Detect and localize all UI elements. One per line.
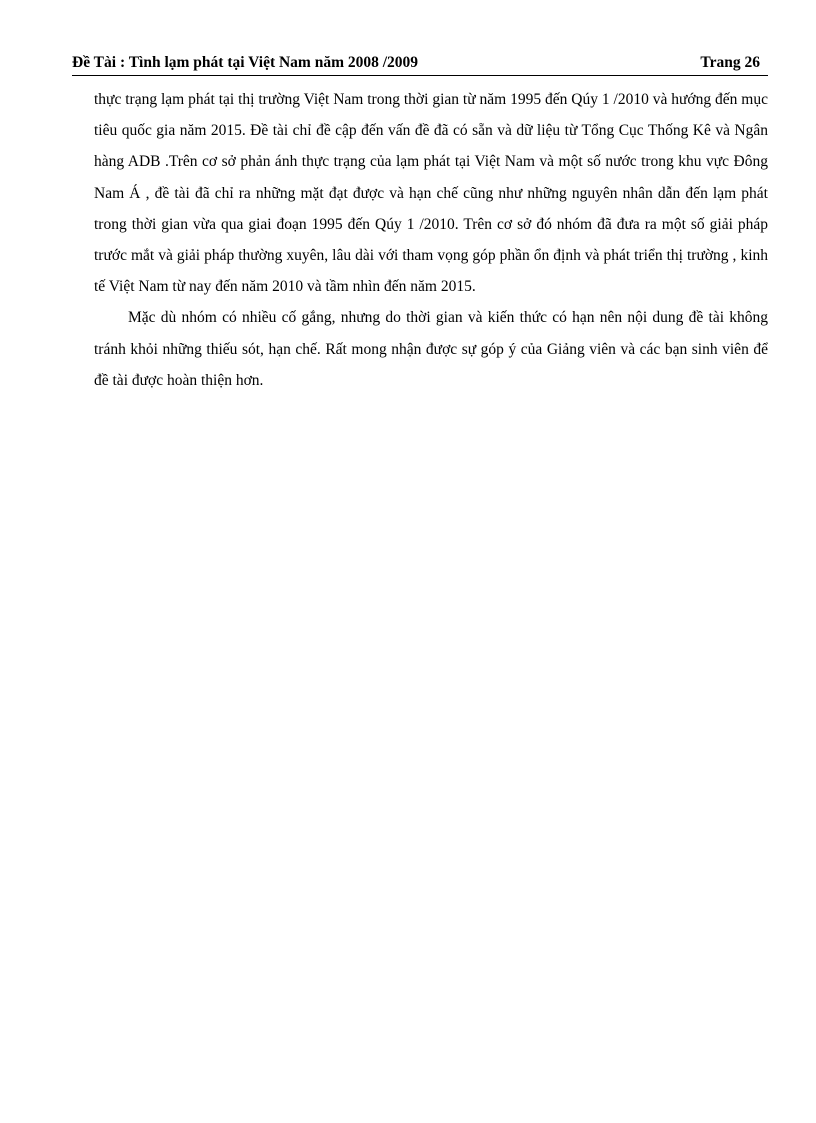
paragraph-closing: Mặc dù nhóm có nhiều cố gắng, nhưng do thời gian và kiến thức có hạn nên nội dung đề tài không tránh khỏi những thiếu sót, hạn chế. Rất mong nhận được sự góp ý của Giảng viên và các bạn sinh viên để đề tài được hoàn thiện hơn. (94, 309, 768, 389)
document-body (94, 84, 768, 396)
page-number: Trang 26 (700, 54, 760, 71)
paragraph-scope: thực trạng lạm phát tại thị trường Việt Nam trong thời gian từ năm 1995 đến Qúy 1 /2010 và hướng đến mục tiêu quốc gia năm 2015. Đề tài chỉ đề cập đến vấn đề đã có sẵn và dữ liệu từ Tổng Cục Thống Kê và Ngân hàng ADB .Trên cơ sở phản ánh thực trạng của lạm phát tại Việt Nam và một số nước trong khu vực Đông Nam Á , đề tài đã chỉ ra những mặt đạt được và hạn chế cũng như những nguyên nhân dẫn đến lạm phát trong thời gian vừa qua giai đoạn 1995 đến Qúy 1 /2010. Trên cơ sở đó nhóm đã đưa ra một số giải pháp trước mắt và giải pháp thường xuyên, lâu dài với tham vọng góp phần ổn định và phát triển thị trường , kinh tế Việt Nam từ nay đến năm 2010 và tầm nhìn đến năm 2015. (94, 91, 768, 296)
header-title: Đề Tài : Tình lạm phát tại Việt Nam năm 2008 /2009 (72, 54, 419, 71)
page-header (72, 54, 768, 76)
